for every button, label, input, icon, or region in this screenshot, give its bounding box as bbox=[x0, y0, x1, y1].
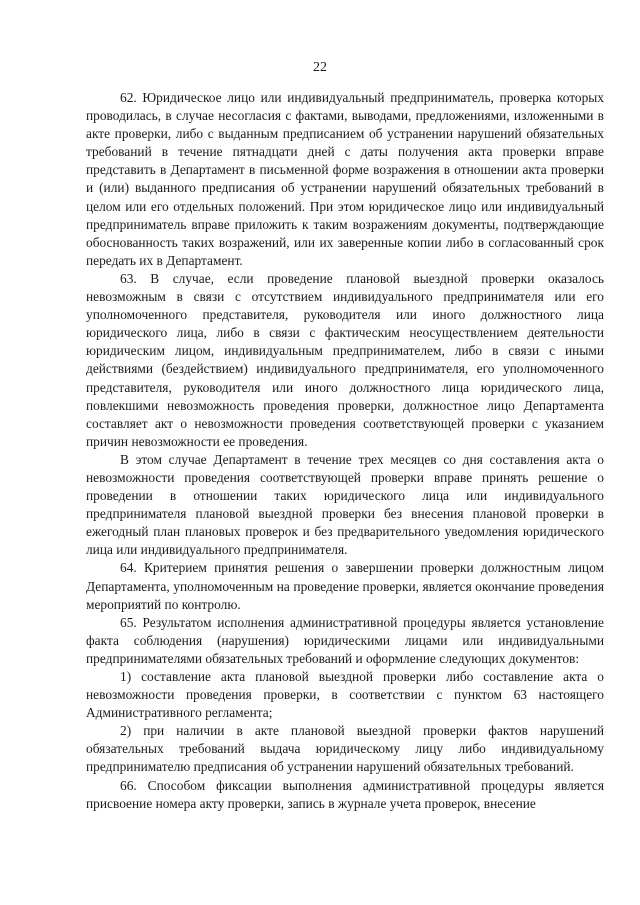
paragraph-66: 66. Способом фиксации выполнения административной процедуры является присвоение номера акту проверки, запись в журнале учета проверок, внесение bbox=[86, 777, 604, 811]
paragraph-63-continuation: В этом случае Департамент в течение трех месяцев со дня составления акта о невозможности проведения соответствующей проверки вправе принять решение о проведении в отношении таких юридического лица или индивидуального предпринимателя плановой выездной проверки без внесения плановой проверки в ежегодный план плановых проверок и без предварительного уведомления юридического лица или индивидуального предпринимателя. bbox=[86, 451, 604, 558]
paragraph-65: 65. Результатом исполнения административной процедуры является установление факта соблюдения (нарушения) юридическими лицами или индивидуальными предпринимателями обязательных требований и оформление следующих документов: bbox=[86, 614, 604, 666]
paragraph-62: 62. Юридическое лицо или индивидуальный предприниматель, проверка которых проводилась, в случае несогласия с фактами, выводами, предложениями, изложенными в акте проверки, либо с выданным предписанием об устранении нарушений обязательных требований в течение пятнадцати дней с даты получения акта проверки вправе представить в Департамент в письменной форме возражения в отношении акта проверки и (или) выданного предписания об устранении нарушений обязательных требований в целом или его отдельных положений. При этом юридическое лицо или индивидуальный предприниматель вправе приложить к таким возражениям документы, подтверждающие обоснованность таких возражений, или их заверенные копии либо в согласованный срок передать их в Департамент. bbox=[86, 90, 604, 268]
paragraph-65-item-1: 1) составление акта плановой выездной проверки либо составление акта о невозможности проведения проверки, в соответствии с пунктом 63 настоящего Административного регламента; bbox=[86, 669, 604, 721]
paragraph-63: 63. В случае, если проведение плановой выездной проверки оказалось невозможным в связи с отсутствием индивидуального предпринимателя или его уполномоченного представителя, руководителя или иного должностного лица юридического лица, либо в связи с фактическим неосуществлением деятельности юридическим лицом, индивидуальным предпринимателем, либо в связи с иными действиями (бездействием) индивидуального предпринимателя, его уполномоченного представителя, руководителя или иного должностного лица юридического лица, повлекшими невозможность проведения проверки, должностное лицо Департамента составляет акт о невозможности проведения соответствующей проверки с указанием причин невозможности ее проведения. bbox=[86, 270, 604, 449]
paragraph-64: 64. Критерием принятия решения о завершении проверки должностным лицом Департамента, уполномоченным на проведение проверки, является окончание проведения мероприятий по контролю. bbox=[86, 560, 604, 612]
page-number: 22 bbox=[313, 60, 327, 75]
document-body bbox=[86, 89, 604, 813]
paragraph-65-item-2: 2) при наличии в акте плановой выездной проверки фактов нарушений обязательных требований выдача юридическому лицу либо индивидуальному предпринимателю предписания об устранении нарушений обязательных требований. bbox=[86, 723, 604, 775]
